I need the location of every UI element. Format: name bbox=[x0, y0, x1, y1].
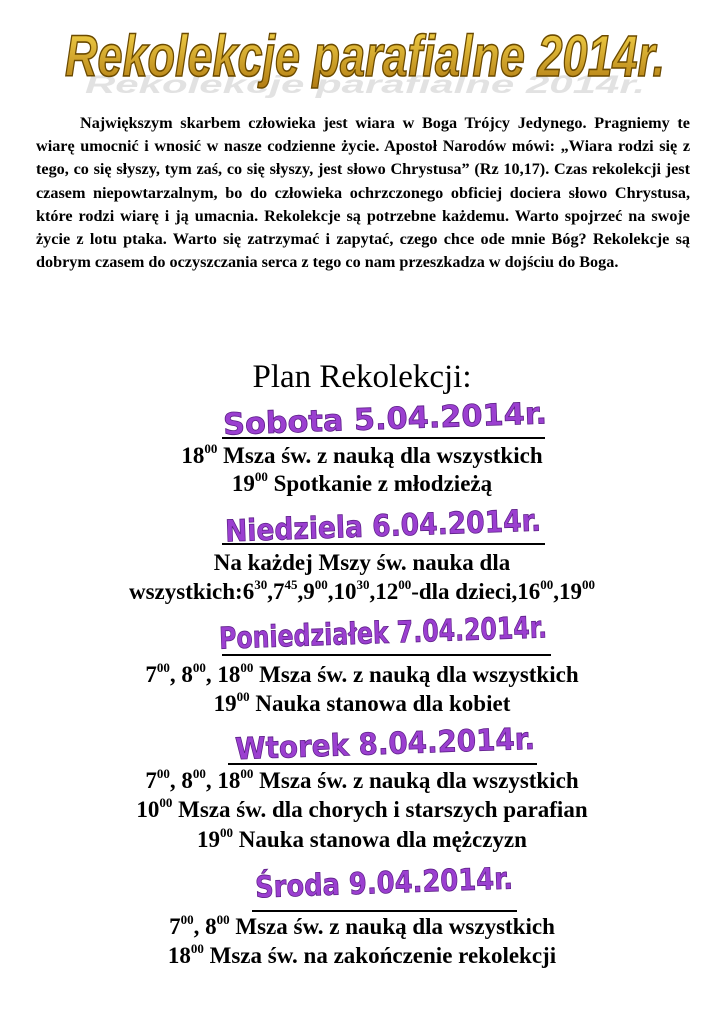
schedule-description: Spotkanie z młodzieżą bbox=[267, 471, 493, 496]
time-minutes: 00 bbox=[240, 660, 254, 675]
schedule-line: Na każdej Mszy św. nauka dla bbox=[213, 550, 511, 575]
divider bbox=[222, 543, 545, 545]
schedule-line: $7^{00}$, $8^{00}$, $18^{00}$ Msza św. z nauką dla wszystkich bbox=[145, 766, 579, 793]
time-hour: 7 bbox=[145, 768, 157, 793]
day-heading bbox=[220, 396, 550, 443]
day-heading bbox=[222, 502, 583, 550]
plan-title: Plan Rekolekcji: bbox=[252, 359, 472, 395]
divider bbox=[252, 910, 517, 912]
time-hour: 18 bbox=[167, 943, 191, 968]
time-hour: 18 bbox=[217, 768, 241, 793]
svg-text:Rekolekcje parafialne 2014r.: Rekolekcje parafialne 2014r. bbox=[85, 69, 645, 99]
time-hour: 8 bbox=[205, 914, 217, 939]
day-heading-text: Wtorek 8.04.2014r. bbox=[234, 720, 560, 768]
day-heading bbox=[232, 720, 560, 768]
time-hour: 19 bbox=[231, 471, 255, 496]
schedule-line bbox=[0, 690, 724, 718]
divider bbox=[228, 763, 537, 765]
time-hour: 7 bbox=[145, 662, 157, 687]
time-minutes: 00 bbox=[192, 766, 206, 781]
time-hour: 10 bbox=[136, 797, 160, 822]
time-hour: 19 bbox=[197, 827, 221, 852]
time-minutes: 00 bbox=[156, 766, 170, 781]
schedule-description: Msza św. z nauką dla wszystkich bbox=[253, 768, 579, 793]
title-text: Rekolekcje parafialne 2014r. bbox=[65, 24, 665, 89]
schedule-line bbox=[0, 942, 724, 970]
time-minutes: 00 bbox=[192, 660, 206, 675]
divider bbox=[222, 437, 545, 439]
time-minutes: 00 bbox=[216, 912, 230, 927]
day-heading bbox=[216, 607, 637, 657]
time-minutes: 00 bbox=[220, 825, 234, 840]
day-heading-text: Środa 9.04.2014r. bbox=[254, 860, 556, 906]
schedule-description: Nauka stanowa dla kobiet bbox=[249, 691, 511, 716]
day-heading bbox=[252, 860, 556, 906]
intro-paragraph: Największym skarbem człowieka jest wiara w Boga Trójcy Jedynego. Pragniemy te wiarę umocnić i wnosić w nasze codzienne życie. Apostoł Narodów mówi: „Wiara rodzi się z tego, co się słyszy, tym zaś, co się słyszy, jest słowo Chrystusa” (Rz 10,17). Czas rekolekcji jest czasem niepowtarzalnym, bo do człowieka ochrzczonego obficiej dociera słowo Chrystusa, które rodzi wiarę i ją umacnia. Rekolekcje są potrzebne każdemu. Warto spojrzeć na swoje życie z lotu ptaka. Warto się zatrzymać i zapytać, czego chce ode mnie Bóg? Rekolekcje są dobrym czasem do oczyszczania serca z tego co nam przeszkadza w dojściu do Boga. bbox=[36, 114, 690, 272]
schedule-line bbox=[0, 796, 724, 824]
time-hour: 18 bbox=[217, 662, 241, 687]
time-hour: 8 bbox=[181, 662, 193, 687]
time-hour: 8 bbox=[181, 768, 193, 793]
time-hour: 19 bbox=[213, 691, 237, 716]
schedule-line: $7^{00}$, $8^{00}$ Msza św. z nauką dla wszystkich bbox=[169, 912, 555, 939]
time-minutes: 00 bbox=[240, 766, 254, 781]
schedule-line bbox=[0, 442, 724, 470]
schedule-line: $7^{00}$, $8^{00}$, $18^{00}$ Msza św. z nauką dla wszystkich bbox=[145, 660, 579, 687]
time-minutes: 00 bbox=[190, 941, 204, 956]
intro-section bbox=[36, 112, 690, 274]
divider bbox=[222, 654, 551, 656]
time-minutes: 00 bbox=[254, 469, 268, 484]
schedule-line: $wszystkich:6^{30},7^{45},9^{00},10^{30},12^{00}$-dla $dzieci,16^{00},19^{00}$ bbox=[128, 577, 596, 604]
day-heading-text: Sobota 5.04.2014r. bbox=[222, 396, 544, 443]
time-hour: 7 bbox=[169, 914, 181, 939]
schedule-description: Msza św. z nauką dla wszystkich bbox=[253, 662, 579, 687]
time-minutes: 00 bbox=[204, 441, 218, 456]
time-minutes: 00 bbox=[156, 660, 170, 675]
time-minutes: 00 bbox=[236, 689, 250, 704]
schedule-description: Nauka stanowa dla mężczyzn bbox=[233, 827, 527, 852]
time-minutes: 00 bbox=[159, 795, 173, 810]
schedule-description: Msza św. z nauką dla wszystkich bbox=[217, 443, 543, 468]
schedule-line bbox=[0, 470, 724, 498]
schedule-description: Msza św. z nauką dla wszystkich bbox=[229, 914, 555, 939]
day-heading-text: Niedziela 6.04.2014r. bbox=[224, 502, 583, 550]
page-title bbox=[40, 18, 690, 104]
day-heading-text: Poniedziałek 7.04.2014r. bbox=[218, 607, 637, 657]
schedule-description: Msza św. dla chorych i starszych parafian bbox=[172, 797, 588, 822]
schedule-description: Msza św. na zakończenie rekolekcji bbox=[203, 943, 557, 968]
time-minutes: 00 bbox=[180, 912, 194, 927]
schedule-line bbox=[0, 826, 724, 854]
time-hour: 18 bbox=[181, 443, 205, 468]
